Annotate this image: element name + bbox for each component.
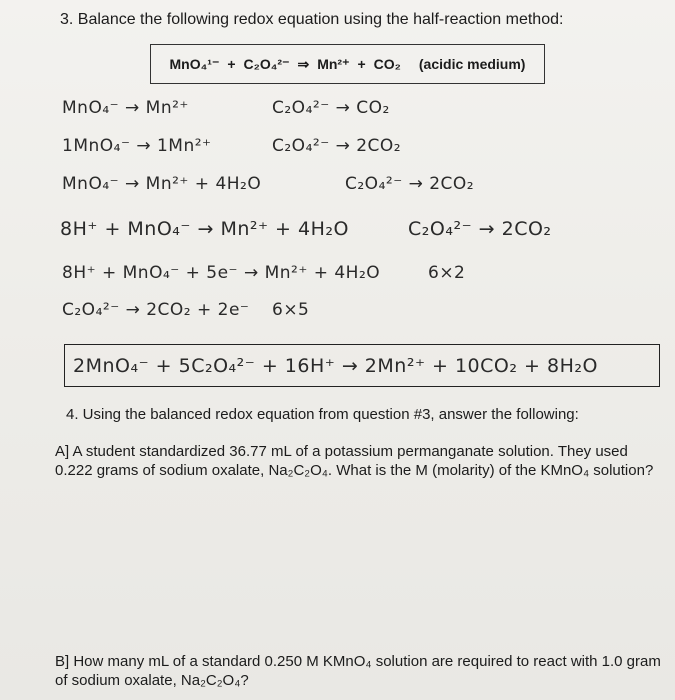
eq-arrow: ⇒ (297, 55, 310, 72)
eq-plus-1: + (227, 56, 236, 72)
work-line-3-left: MnO₄⁻ → Mn²⁺ + 4H₂O (62, 174, 262, 194)
work-line-1-left: MnO₄⁻ → Mn²⁺ (62, 98, 189, 118)
work-line-5: 8H⁺ + MnO₄⁻ + 5e⁻ → Mn²⁺ + 4H₂O (62, 263, 381, 283)
question-4-part-b: B] How many mL of a standard 0.250 M KMnO₄ solution are required to react with 1.0 gram of sodium oxalate, Na₂C₂O₄? (55, 653, 661, 689)
eq-condition: (acidic medium) (418, 56, 526, 72)
work-line-2-left: 1MnO₄⁻ → 1Mn²⁺ (62, 136, 212, 156)
work-line-6-multiplier: 6×5 (272, 300, 310, 320)
question-3-title: 3. Balance the following redox equation using the half-reaction method: (60, 11, 564, 28)
work-line-6: C₂O₄²⁻ → 2CO₂ + 2e⁻ (62, 300, 250, 320)
question-4-part-a: A] A student standardized 36.77 mL of a potassium permanganate solution. They used 0.222 grams of sodium oxalate, Na₂C₂O₄. What is the M (molarity) of the KMnO₄ solution? (55, 443, 654, 479)
given-equation-box (150, 44, 545, 84)
eq-product-manganese: Mn²⁺ (317, 55, 350, 72)
eq-product-co2: CO₂ (373, 56, 401, 72)
eq-reactant-permanganate: MnO₄¹⁻ (169, 55, 220, 72)
work-line-1-right: C₂O₄²⁻ → CO₂ (272, 98, 390, 118)
work-line-2-right: C₂O₄²⁻ → 2CO₂ (272, 136, 402, 156)
eq-plus-2: + (357, 56, 366, 72)
final-balanced-equation: 2MnO₄⁻ + 5C₂O₄²⁻ + 16H⁺ → 2Mn²⁺ + 10CO₂ + 8H₂O (73, 355, 598, 377)
work-line-5-multiplier: 6×2 (428, 263, 466, 283)
work-line-4-right: C₂O₄²⁻ → 2CO₂ (408, 218, 552, 240)
work-line-3-right: C₂O₄²⁻ → 2CO₂ (345, 174, 475, 194)
final-answer-box (64, 344, 660, 387)
question-4-title: 4. Using the balanced redox equation from question #3, answer the following: (66, 406, 579, 423)
work-line-4-left: 8H⁺ + MnO₄⁻ → Mn²⁺ + 4H₂O (60, 218, 349, 240)
eq-reactant-oxalate: C₂O₄²⁻ (243, 55, 290, 72)
